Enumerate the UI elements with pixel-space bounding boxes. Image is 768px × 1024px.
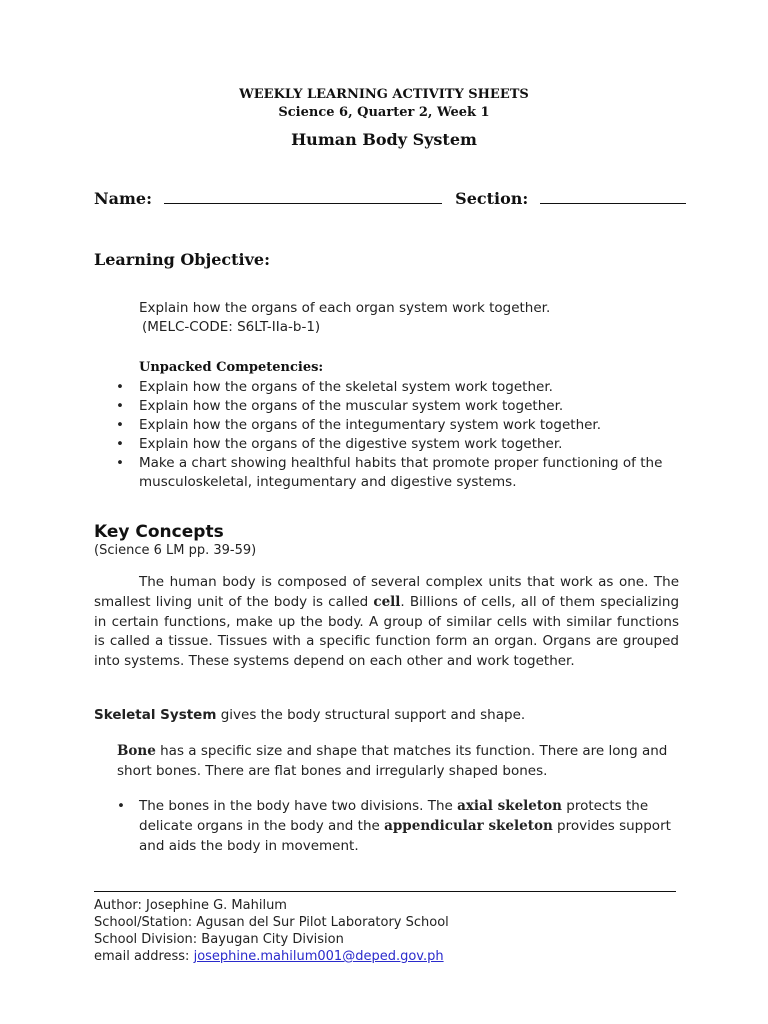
section-label: Section:: [455, 189, 529, 208]
objective-text: Explain how the organs of each organ system work together.: [139, 300, 551, 316]
intro-paragraph: [94, 573, 679, 672]
name-blank[interactable]: [164, 191, 442, 204]
skeletal-text: gives the body structural support and shape.: [216, 707, 526, 723]
divisions-text-1: The bones in the body have two divisions. The: [139, 798, 458, 814]
footer-author: Author: Josephine G. Mahilum: [94, 898, 287, 913]
list-item: • Explain how the organs of the skeletal system work together.: [114, 378, 674, 397]
term-axial-skeleton: axial skeleton: [457, 798, 562, 814]
list-item: • Explain how the organs of the integumentary system work together.: [114, 416, 674, 435]
key-concepts-heading: Key Concepts: [94, 522, 224, 542]
sheet-subheading: Science 6, Quarter 2, Week 1: [278, 105, 490, 120]
list-item: • Make a chart showing healthful habits that promote proper functioning of the musculoskeletal, integumentary and digestive systems.: [114, 454, 674, 492]
name-section-row: [94, 189, 686, 208]
email-label: email address:: [94, 949, 194, 964]
competency-list: [114, 378, 674, 492]
term-appendicular-skeleton: appendicular skeleton: [384, 818, 553, 834]
footer-divider: [94, 891, 676, 892]
divisions-text-3: provides support and aids the body in movement.: [139, 818, 671, 854]
skeletal-paragraph: [94, 707, 525, 723]
divisions-bullet: [117, 796, 677, 856]
footer-email-row: [94, 949, 444, 964]
list-item: • Explain how the organs of the digestive system work together.: [114, 435, 674, 454]
sheet-heading: WEEKLY LEARNING ACTIVITY SHEETS: [239, 87, 529, 102]
bone-paragraph: [117, 741, 677, 781]
divisions-text-2: protects the delicate organs in the body and the: [139, 798, 649, 834]
intro-text-1: The human body is composed of several complex units that work as one. The smallest living unit of the body is called: [94, 574, 679, 610]
key-concepts-reference: (Science 6 LM pp. 39-59): [94, 543, 257, 558]
footer-division: School Division: Bayugan City Division: [94, 932, 344, 947]
footer-school: School/Station: Agusan del Sur Pilot Laboratory School: [94, 915, 449, 930]
intro-text-2: . Billions of cells, all of them specializing in certain functions, make up the body. A group of similar cells with similar functions is called a tissue. Tissues with a specific function form an organ. Organs are grouped into systems. These systems depend on each other and work together.: [94, 593, 680, 670]
list-item: • Explain how the organs of the muscular system work together.: [114, 397, 674, 416]
objective-heading: Learning Objective:: [94, 250, 271, 269]
name-label: Name:: [94, 189, 153, 208]
unpacked-heading: Unpacked Competencies:: [139, 360, 324, 375]
email-link[interactable]: josephine.mahilum001@deped.gov.ph: [193, 949, 444, 964]
term-skeletal-system: Skeletal System: [94, 707, 217, 723]
page-title: Human Body System: [291, 130, 477, 149]
melc-code: (MELC-CODE: S6LT-IIa-b-1): [142, 319, 321, 335]
term-cell: cell: [373, 593, 401, 610]
section-blank[interactable]: [540, 191, 686, 204]
bone-text: has a specific size and shape that matches its function. There are long and short bones. There are flat bones and irregularly shaped bones.: [117, 743, 668, 779]
term-bone: Bone: [117, 743, 156, 759]
bullet-icon: •: [117, 798, 125, 814]
